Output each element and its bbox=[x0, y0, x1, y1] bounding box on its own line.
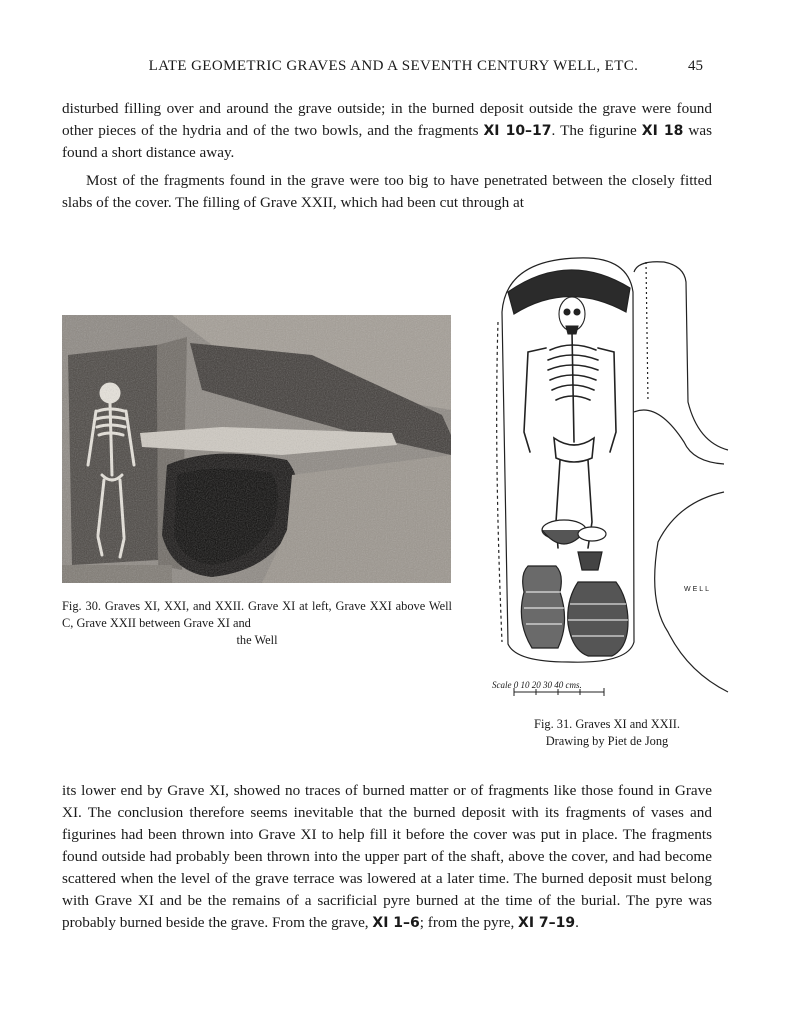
figure-31-caption-line1: Fig. 31. Graves XI and XXII. bbox=[534, 717, 680, 731]
figure-30-caption-end: the Well bbox=[236, 633, 278, 647]
text-run: disturbed filling over and around the grave outside; in the burned deposit outside the grave were found other pieces of the hydria and of the two bowls, and the fragments bbox=[62, 100, 712, 139]
text-run: . The figurine bbox=[551, 122, 642, 139]
catalogue-ref: XI 18 bbox=[641, 123, 684, 139]
paragraph-3 bbox=[62, 780, 712, 934]
catalogue-ref: XI 10–17 bbox=[483, 123, 552, 139]
scale-label: Scale 0 10 20 30 40 cms. bbox=[492, 680, 582, 690]
figure-31-caption-line2: Drawing by Piet de Jong bbox=[545, 734, 669, 748]
running-head: LATE GEOMETRIC GRAVES AND A SEVENTH CENTURY WELL, ETC. bbox=[148, 58, 639, 74]
figure-31-caption bbox=[492, 716, 722, 750]
well-label: WELL bbox=[684, 586, 712, 593]
text-run: its lower end by Grave XI, showed no traces of burned matter or of fragments like those found in Grave XI. The conclusion therefore seems inevitable that the burned deposit with its fragments of vases and figurines had been thrown into Grave XI to help fill it before the cover was put in place. The fragments found outside had probably been thrown into the upper part of the shaft, above the cover, and had become scattered when the level of the grave terrace was lowered at a later time. The burned deposit must belong with Grave XI and be the remains of a sacrificial pyre burned at the time of the burial. The pyre was probably burned beside the grave. From the grave, bbox=[62, 782, 712, 931]
figure-30-photo bbox=[62, 315, 451, 583]
figure-30-caption-main: Fig. 30. Graves XI, XXI, and XXII. Grave XI at left, Grave XXI above Well C, Grave XXII between Grave XI and bbox=[62, 599, 452, 630]
text-run: was found a short distance away. bbox=[62, 122, 713, 161]
paragraph-2: Most of the fragments found in the grave were too big to have penetrated between the closely fitted slabs of the cover. The filling of Grave XXII, which had been cut through at bbox=[62, 172, 712, 211]
figure-30-caption bbox=[62, 598, 452, 649]
figure-31-drawing bbox=[488, 252, 732, 704]
catalogue-ref: XI 7–19 bbox=[518, 915, 576, 931]
paragraph-1 bbox=[62, 98, 712, 164]
text-run: ; from the pyre, bbox=[419, 914, 519, 931]
text-run: . bbox=[575, 914, 579, 931]
page-number: 45 bbox=[688, 58, 703, 74]
catalogue-ref: XI 1–6 bbox=[372, 915, 420, 931]
